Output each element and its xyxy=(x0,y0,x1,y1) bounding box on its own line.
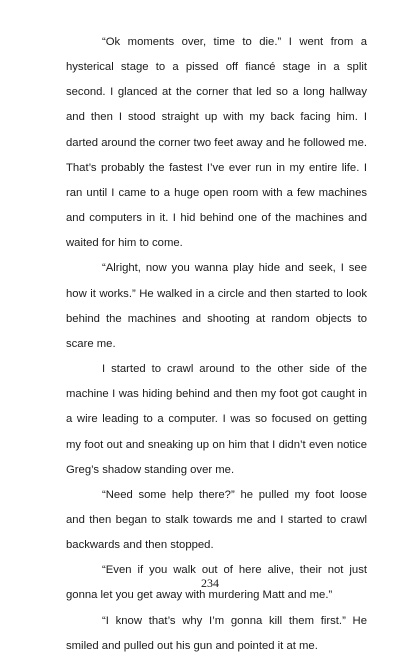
paragraph: “Need some help there?” he pulled my foot loose and then began to stalk towards me and I started to crawl backwards and then stopped. xyxy=(66,488,367,552)
paragraph: “I know that’s why I’m gonna kill them first.” He smiled and pulled out his gun and pointed it at me. xyxy=(66,614,367,652)
paragraph: “Even if you walk out of here alive, their not just gonna let you get away with murdering Matt and me.” xyxy=(66,564,367,602)
paragraph: I started to crawl around to the other side of the machine I was hiding behind and then my foot got caught in a wire leading to a computer. I was so focused on getting my foot out and sneaking up on him that I didn’t even notice Greg’s shadow standing over me. xyxy=(66,363,367,476)
paragraph: “Ok moments over, time to die.” I went from a hysterical stage to a pissed off fiancé stage in a split second. I glanced at the corner that led so a long hallway and then I stood straight up with my back facing him. I darted around the corner two feet away and he followed me. That’s probably the fastest I’ve ever run in my entire life. I ran until I came to a huge open room with a few machines and computers in it. I hid behind one of the machines and waited for him to come. xyxy=(66,36,367,250)
page-body xyxy=(66,30,367,659)
page-number: 234 xyxy=(201,576,219,590)
paragraph: “Alright, now you wanna play hide and seek, I see how it works.” He walked in a circle and then started to look behind the machines and shooting at random objects to scare me. xyxy=(66,262,367,350)
